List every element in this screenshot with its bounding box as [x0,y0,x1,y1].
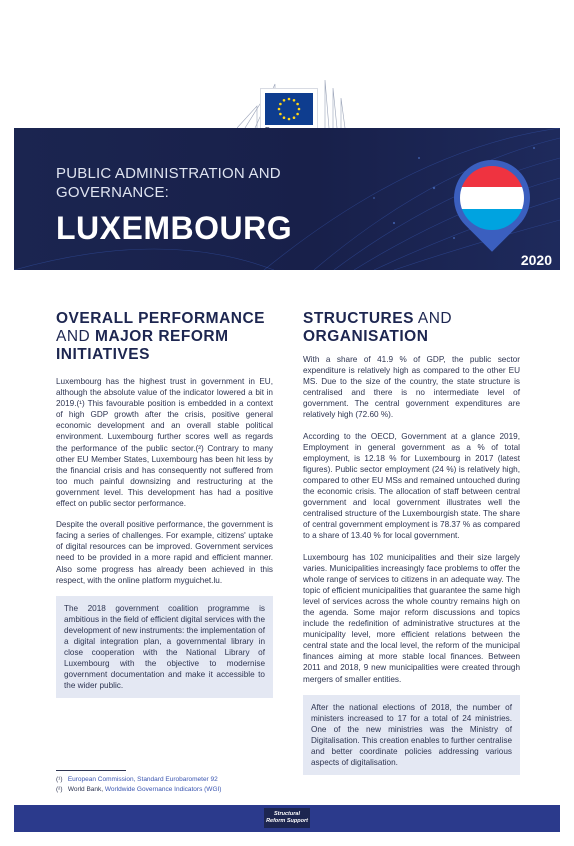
header-pre-title [56,164,281,202]
footnote-2-link[interactable]: Worldwide Governance Indicators (WGI) [104,786,222,793]
right-heading-part1: STRUCTURES [303,310,414,327]
right-paragraph-3: Luxembourg has 102 municipalities and their size largely varies. Municipalities increasingly face problems to offer the whole range of services to citizens in an adequate way. The topic of efficient municipalities that guarantee the same high level of services across the whole country remains high on the agenda. Some major reform discussions and topics include the redefinition of administrative structures at the municipality level, more efficient relations between the central state and the local level, the reform of the municipal finances aiming at more stable local finances. Between 2011 and 2018, 9 new municipalities were created through mergers of smaller entities. [303,552,520,684]
right-heading-part3: ORGANISATION [303,328,429,345]
left-highlight-box: The 2018 government coalition programme is ambitious in the field of efficient digital services with the development of new instruments: the implementation of a digital integration plan, a governmental library in close cooperation with the National Library of Luxembourg with the objective to modernise government documentation and make it accessible to the wider public. [56,596,273,699]
right-heading [303,310,520,346]
structural-reform-support-badge [264,808,310,828]
right-heading-part2: AND [413,310,453,327]
left-paragraph-1: Luxembourg has the highest trust in government in EU, although the absolute value of the indicator lowered a bit in 2019.(¹) This favourable position is embedded in a context of high GDP growth after the crisis, positive general economic development and an overall stable political environment. Luxembourg further scores well as regards the performance of the public sector.(²) Contrary to many other EU Member States, Luxembourg has been hit less by the financial crisis and has consequently not suffered from too much painful downsizing and restructuring at the government level. This development has had a positive effect on public sector performance. [56,377,273,509]
right-column [303,310,520,775]
badge-line2: Reform Support [266,818,308,824]
right-paragraph-2: According to the OECD, Government at a glance 2019, Employment in general government as a % of total employment, is 12.18 % for Luxembourg in 2017 (latest figures). Public sector employment (24 %) is relatively high, compared to other EU MSs and remained untouched during the economic crisis. The allocation of staff between central government and local government illustrates well the centralised structure of the Luxembourgish state. The share of central government employment is 78.37 % as compared to a share of 13.40 % for local government. [303,431,520,541]
footnote-1 [56,776,218,783]
pre-title-line2: GOVERNANCE: [56,184,170,201]
left-heading-part4: INITIATIVES [56,346,150,363]
page-title: LUXEMBOURG [56,210,293,246]
left-paragraph-2: Despite the overall positive performance, the government is facing a series of challenges. For example, citizens' uptake of digital resources can be improved. Government services need to be provided in a more rapid and efficient manner. Also some progress has already been achieved in this respect, with the online platform myguichet.lu. [56,520,273,585]
footnote-2 [56,786,221,793]
footnote-divider [56,770,126,771]
left-heading-part3: MAJOR REFORM [95,328,229,345]
footnote-2-text: World Bank, [67,786,105,793]
footnote-2-number: (²) [56,786,63,793]
left-heading-part1: OVERALL PERFORMANCE [56,310,266,327]
left-heading-part2: AND [56,328,96,345]
left-heading [56,310,273,364]
badge-line1: Structural [274,811,300,817]
luxembourg-flag-icon [460,166,524,230]
right-highlight-box: After the national elections of 2018, the number of ministers increased to 17 for a total of 24 ministries. One of the new ministries was the Ministry of Digitalisation. This creation enables to further centralise and better coordinate policies addressing various aspects of digitalisation. [303,695,520,776]
left-column [56,310,273,698]
footnote-1-link[interactable]: European Commission, Standard Eurobarometer 92 [67,776,218,783]
report-year: 2020 [520,252,552,268]
footnote-1-number: (¹) [56,776,63,783]
pre-title-line1: PUBLIC ADMINISTRATION AND [56,165,281,182]
eu-flag-icon [265,93,313,125]
right-paragraph-1: With a share of 41.9 % of GDP, the public sector expenditure is relatively high as compared to the other EU MS. Due to the size of the country, the state structure is centralised and there is no intermediate level of government. The central government expenditures are relatively high (72.60 %). [303,355,520,420]
